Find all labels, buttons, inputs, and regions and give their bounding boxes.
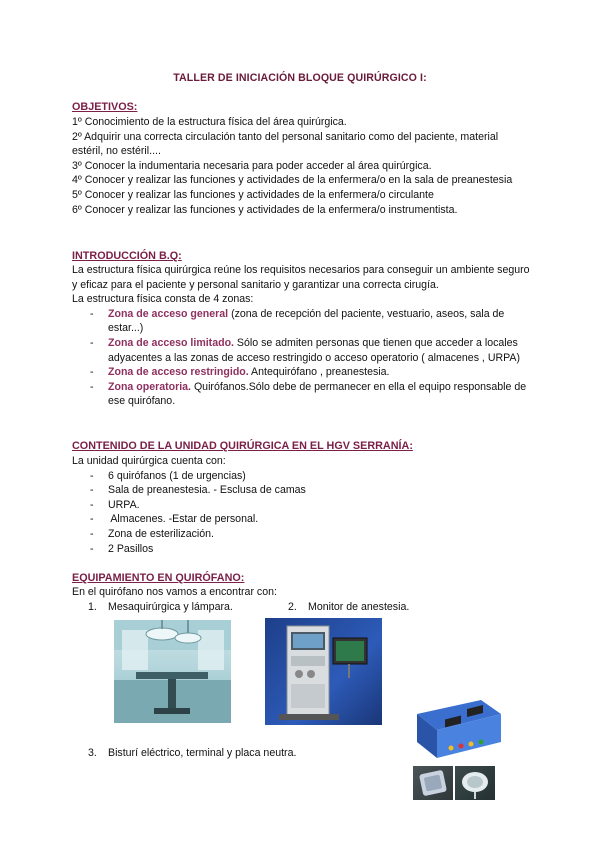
contenido-item	[72, 542, 532, 557]
contenido-body	[72, 454, 532, 556]
equipamiento-row-3	[88, 746, 528, 761]
zona-name: Zona de acceso general	[108, 307, 229, 320]
anesthesia-monitor-photo	[265, 618, 382, 725]
dash-marker: -	[90, 366, 94, 379]
zona-item	[72, 336, 532, 365]
dash-marker: -	[90, 336, 94, 349]
contenido-item	[72, 469, 532, 484]
zonas-list	[72, 307, 532, 409]
introduccion-body	[72, 263, 532, 409]
operating-room-illustration	[114, 620, 231, 723]
contenido-item-text: URPA.	[108, 498, 140, 511]
contenido-item-text: Almacenes. -Estar de personal.	[108, 513, 259, 526]
zona-name: Zona de acceso restringido.	[108, 366, 249, 379]
item-monitor-anestesia: Monitor de anestesia.	[308, 601, 410, 613]
dash-marker: -	[90, 513, 94, 526]
item-number: 3.	[88, 747, 97, 759]
contenido-item	[72, 498, 532, 513]
dash-marker: -	[90, 498, 94, 511]
dash-marker: -	[90, 469, 94, 482]
zona-desc: Sólo se admiten personas que tienen que acceder a locales adyacentes a las zonas de acceso restringido o acceso operatorio ( almacenes , URPA)	[108, 336, 520, 364]
introduccion-zonas-intro: La estructura física consta de 4 zonas:	[72, 293, 254, 306]
contenido-list	[72, 469, 532, 557]
neutral-plate-illustration	[455, 766, 495, 800]
contenido-item-text: Zona de esterilización.	[108, 527, 214, 540]
contenido-item	[72, 483, 532, 498]
contenido-item-text: 2 Pasillos	[108, 542, 154, 555]
objetivo-3: 3º Conocer la indumentaria necesaria para poder acceder al área quirúrgica.	[72, 159, 432, 172]
dash-marker: -	[90, 542, 94, 555]
contenido-item-text: 6 quirófanos (1 de urgencias)	[108, 469, 246, 482]
zona-desc: Quirófanos.Sólo debe de permanecer en ella el equipo responsable de ese quirófano.	[108, 380, 527, 408]
dash-marker: -	[90, 307, 94, 320]
zona-item	[72, 307, 532, 336]
contenido-heading: CONTENIDO DE LA UNIDAD QUIRÚRGICA EN EL HGV SERRANÍA:	[72, 440, 413, 452]
objetivo-1: 1º Conocimiento de la estructura física del área quirúrgica.	[72, 116, 347, 128]
objetivos-list	[72, 115, 532, 217]
zona-name: Zona operatoria.	[108, 380, 191, 393]
zona-item	[72, 380, 532, 409]
equipamiento-heading: EQUIPAMIENTO EN QUIRÓFANO:	[72, 572, 245, 584]
zona-name: Zona de acceso limitado.	[108, 336, 234, 349]
terminal-illustration	[413, 766, 453, 800]
electrode-terminal-photo	[413, 766, 453, 800]
contenido-item-text: Sala de preanestesia. - Esclusa de camas	[108, 484, 306, 497]
contenido-item	[72, 527, 532, 542]
item-number: 1.	[88, 601, 97, 613]
equipamiento-row-1	[88, 600, 528, 615]
item-bisturi-electrico: Bisturí eléctrico, terminal y placa neutra.	[108, 747, 297, 759]
contenido-intro: La unidad quirúrgica cuenta con:	[72, 455, 226, 467]
contenido-item	[72, 512, 532, 527]
neutral-plate-photo	[455, 766, 495, 800]
objetivos-heading: OBJETIVOS:	[72, 101, 138, 113]
dash-marker: -	[90, 527, 94, 540]
equipamiento-intro: En el quirófano nos vamos a encontrar con:	[72, 586, 277, 598]
item-2-wrap	[288, 600, 409, 615]
item-mesa-lampara: Mesaquirúrgica y lámpara.	[108, 601, 233, 613]
zona-desc: Antequirófano , preanestesia.	[248, 366, 390, 379]
introduccion-paragraph: La estructura física quirúrgica reúne los requisitos necesarios para conseguir un ambiente seguro y eficaz para el paciente y personal sanitario y garantizar una correcta cirugía.	[72, 264, 530, 291]
anesthesia-machine-illustration	[265, 618, 382, 725]
introduccion-heading: INTRODUCCIÓN B.Q:	[72, 250, 182, 262]
zona-desc: (zona de recepción del paciente, vestuario, aseos, sala de estar...)	[108, 307, 505, 335]
zona-item	[72, 365, 532, 380]
operating-room-photo	[114, 620, 231, 723]
objetivo-5: 5º Conocer y realizar las funciones y actividades de la enfermera/o circulante	[72, 188, 434, 201]
objetivo-6: 6º Conocer y realizar las funciones y actividades de la enfermera/o instrumentista.	[72, 203, 458, 216]
dash-marker: -	[90, 380, 94, 393]
objetivo-4: 4º Conocer y realizar las funciones y actividades de la enfermera/o en la sala de preanestesia	[72, 174, 513, 187]
document-title: TALLER DE INICIACIÓN BLOQUE QUIRÚRGICO I:	[173, 72, 427, 84]
objetivo-2: 2º Adquirir una correcta circulación tanto del personal sanitario como del paciente, material estéril, no estéril....	[72, 130, 499, 158]
dash-marker: -	[90, 484, 94, 497]
item-number: 2.	[288, 601, 297, 613]
